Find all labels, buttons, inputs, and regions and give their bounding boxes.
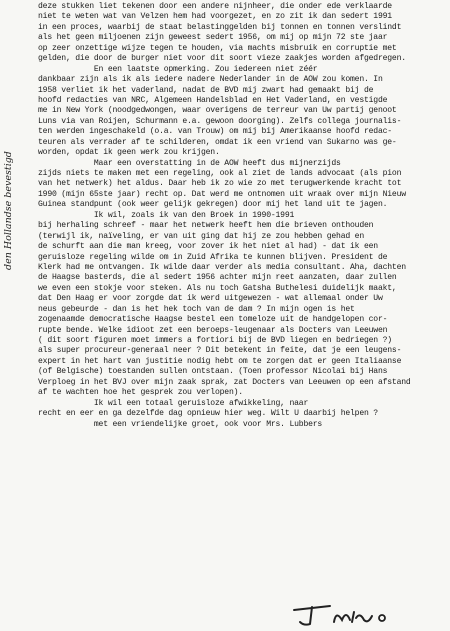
letter-line: met een vriendelijke groet, ook voor Mrs. Lubbers	[38, 419, 323, 429]
letter-line: me in New York (noodgedwongen, waar overigens de terreur van Uw partij genoot	[38, 106, 397, 116]
letter-line: dat Den Haag er voor zorgde dat ik werd uitgewezen - wat allemaal onder Uw	[38, 294, 383, 304]
letter-line: als het geen miljoenen zijn geweest sedert 1956, om mij op mijn 72 ste jaar	[38, 33, 388, 43]
letter-line: gelden, die door de burger niet voor dit soort vieze zaakjes worden afgedregen.	[38, 54, 406, 64]
letter-line: Maar een overstatting in de AOW heeft dus mijnerzijds	[38, 158, 341, 168]
letter-line: Ik wil een totaal geruisloze afwikkeling, naar	[38, 398, 309, 408]
letter-line: zogenaamde democratische Haagse bestel een tomeloze uit de handgelopen cor-	[38, 315, 388, 325]
handwritten-margin-note: den Hollandse bevestigd	[3, 151, 14, 270]
letter-line: bij herhaling schreef - maar het netwerk heeft hem die brieven onthouden	[38, 221, 374, 231]
letter-line: ten werden ingeschakeld (o.a. van Trouw) om mij bij Amerikaanse hoofd redac-	[38, 127, 392, 137]
letter-line: (of Belgische) toestanden sullen ontstaan. (Toen professor Nicolai bij Hans	[38, 367, 388, 377]
signature-image	[290, 602, 390, 628]
letter-line: Luns via van Roijen, Schurmann e.a. gewoon doorging). Zelfs collega journalis-	[38, 116, 402, 126]
letter-line: Guinea standpunt (ook weer gelijk gekregen) door mij het land uit te jagen.	[38, 200, 388, 210]
letter-line: af te wachten hoe het gesprek zou verlopen).	[38, 388, 243, 398]
letter-line: niet te weten wat van Velzen hem had voorgezet, en zo zit ik dan sedert 1991	[38, 12, 392, 22]
letter-line: (terwijl ik, naïveling, er van uit ging dat hij ze zou hebben gehad en	[38, 231, 364, 241]
letter-line: Ik wil, zoals ik van den Broek in 1990-1991	[38, 210, 295, 220]
letter-line: in een proces, waarbij de staat belastinggelden bij tonnen en tonnen verslindt	[38, 22, 402, 32]
letter-line: worden, opdat ik geen werk zou krijgen.	[38, 148, 220, 158]
letter-line: Verploeg in het BVJ over mijn zaak sprak, zat Docters van Leeuwen op een afstand	[38, 377, 411, 387]
letter-line: van het netwerk) het aldus. Daar heb ik zo wie zo met terugwerkende kracht tot	[38, 179, 402, 189]
letter-body	[38, 2, 448, 430]
letter-line: ( dit soort figuren moet immers a fortiori bij de BVD liegen en bedriegen ?)	[38, 336, 392, 345]
letter-line: 1990 (mijn 65ste jaar) recht op. Dat werd me ontnomen uit wraak over mijn Nieuw	[38, 189, 406, 199]
letter-line: expert in het hart van justitie nodig hebt om te zorgen dat er geen Italiaanse	[38, 356, 402, 366]
letter-line: teuren als verrader af te schilderen, omdat ik een vriend van Sukarno was ge-	[38, 137, 397, 147]
letter-line: deze stukken liet tekenen door een andere nijnheer, die onder ede verklaarde	[38, 2, 392, 11]
letter-line: neus gebeurde - dan is het hek toch van de dam ? In mijn ogen is het	[38, 304, 355, 314]
letter-line: hoofd redacties van NRC, Algemeen Handelsblad en Het Vaderland, en vestigde	[38, 95, 388, 105]
letter-line: dankbaar zijn als ik als iedere nadere Nederlander in de AOW zou komen. In	[38, 75, 383, 85]
letter-line: we even een stokje voor steken. Als nu toch Gatsha Buthelesi duidelijk maakt,	[38, 283, 397, 293]
letter-line: de schurft aan die man kreeg, voor zover ik het niet al had) - dat ik een	[38, 242, 378, 252]
letter-line: En een laatste opmerking. Zou iedereen niet zéér	[38, 64, 318, 74]
letter-line: zijds niets te maken met een regeling, ook al ziet de lands advocaat (als pion	[38, 169, 402, 178]
letter-line: 1958 verliet ik het vaderland, nadat de BVD mij zwart had gemaakt bij de	[38, 85, 374, 95]
letter-line: als super procureur-generaal neer ? Dit betekent in feite, dat je een leugens-	[38, 346, 402, 356]
letter-line: rupte bende. Welke idioot zet een beroeps-leugenaar als Docters van Leeuwen	[38, 325, 388, 335]
letter-line: recht en eer en ga dezelfde dag opnieuw hier weg. Wilt U daarbij helpen ?	[38, 409, 378, 419]
letter-line: geruisloze regeling wilde om in Zuid Afrika te kunnen blijven. President de	[38, 252, 388, 262]
letter-line: op zeer onzettige wijze tegen te houden, via machts misbruik en corruptie met	[38, 43, 397, 53]
letter-line: de Haagse basterds, die al sedert 1956 achter mijn reet aanzaten, daar zullen	[38, 273, 397, 283]
letter-line: Klerk had me ontvangen. Ik wilde daar verder als media consultant. Aha, dachten	[38, 262, 406, 272]
